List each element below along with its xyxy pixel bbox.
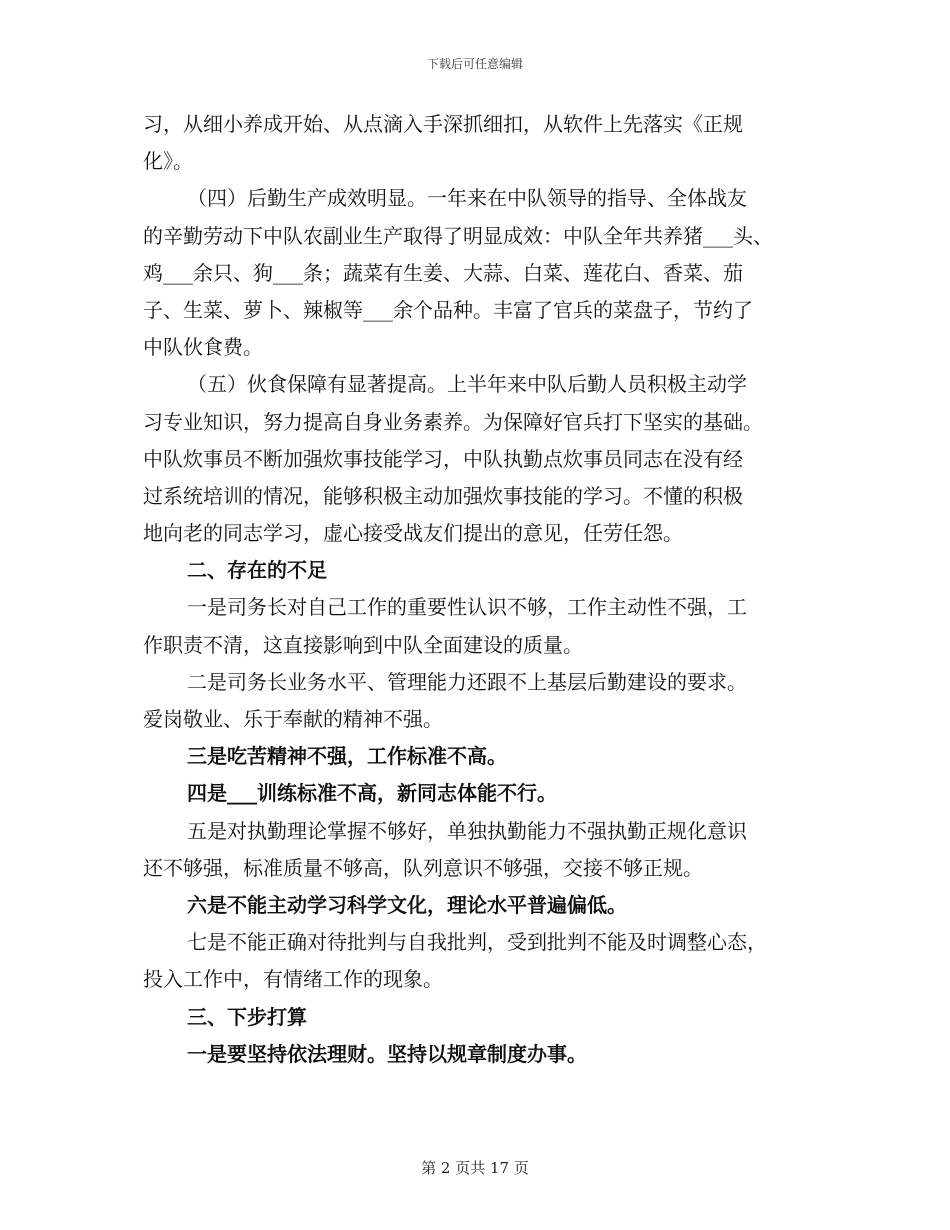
text-line: 还不够强，标准质量不够高，队列意识不够强，交接不够正规。 bbox=[143, 855, 703, 880]
text-line: 五是对执勤理论掌握不够好，单独执勤能力不强执勤正规化意识 bbox=[187, 818, 747, 843]
text-line: 化》。 bbox=[143, 149, 193, 174]
text-line: 一是司务长对自己工作的重要性认识不够，工作主动性不强，工 bbox=[187, 595, 747, 620]
text-line: 六是不能主动学习科学文化，理论水平普遍偏低。 bbox=[187, 892, 627, 917]
text-line: 习，从细小养成开始、从点滴入手深抓细扣，从软件上先落实《正规 bbox=[143, 112, 743, 136]
text-line: 过系统培训的情况，能够积极主动加强炊事技能的学习。不懂的积极 bbox=[143, 483, 743, 508]
text-line: 二是司务长业务水平、管理能力还跟不上基层后勤建设的要求。 bbox=[187, 669, 747, 694]
text-line: 一是要坚持依法理财。坚持以规章制度办事。 bbox=[187, 1041, 587, 1066]
text-line: 鸡___余只、狗___条；蔬菜有生姜、大蒜、白菜、莲花白、香菜、茄 bbox=[143, 260, 743, 285]
page-number: 第 2 页共 17 页 bbox=[421, 1159, 529, 1177]
text-line: 中队炊事员不断加强炊事技能学习，中队执勤点炊事员同志在没有经 bbox=[143, 446, 743, 471]
text-line: 投入工作中，有情绪工作的现象。 bbox=[143, 967, 443, 992]
text-line: （五）伙食保障有显著提高。上半年来中队后勤人员积极主动学 bbox=[187, 372, 747, 397]
document-body bbox=[143, 106, 823, 1073]
text-line: 中队伙食费。 bbox=[143, 335, 263, 360]
text-line: 爱岗敬业、乐于奉献的精神不强。 bbox=[143, 707, 443, 731]
page-header: 下载后可任意编辑 bbox=[426, 57, 523, 71]
text-line: 四是___训练标准不高，新同志体能不行。 bbox=[187, 781, 557, 806]
text-line: 七是不能正确对待批判与自我批判，受到批判不能及时调整心态， bbox=[187, 930, 767, 955]
text-line: 习专业知识，努力提高自身业务素养。为保障好官兵打下坚实的基础。 bbox=[143, 409, 763, 434]
text-line: 的辛勤劳动下中队农副业生产取得了明显成效：中队全年共养猪___头、 bbox=[143, 223, 773, 248]
text-line: 地向老的同志学习，虚心接受战友们提出的意见，任劳任怨。 bbox=[143, 521, 683, 546]
text-line: 二、存在的不足 bbox=[187, 558, 327, 583]
text-line: 三、下步打算 bbox=[187, 1004, 307, 1029]
text-line: 三是吃苦精神不强，工作标准不高。 bbox=[187, 744, 507, 769]
text-line: 子、生菜、萝卜、辣椒等___余个品种。丰富了官兵的菜盘子，节约了 bbox=[143, 297, 753, 322]
text-line: （四）后勤生产成效明显。一年来在中队领导的指导、全体战友 bbox=[187, 186, 747, 211]
text-line: 作职责不清，这直接影响到中队全面建设的质量。 bbox=[143, 632, 583, 657]
